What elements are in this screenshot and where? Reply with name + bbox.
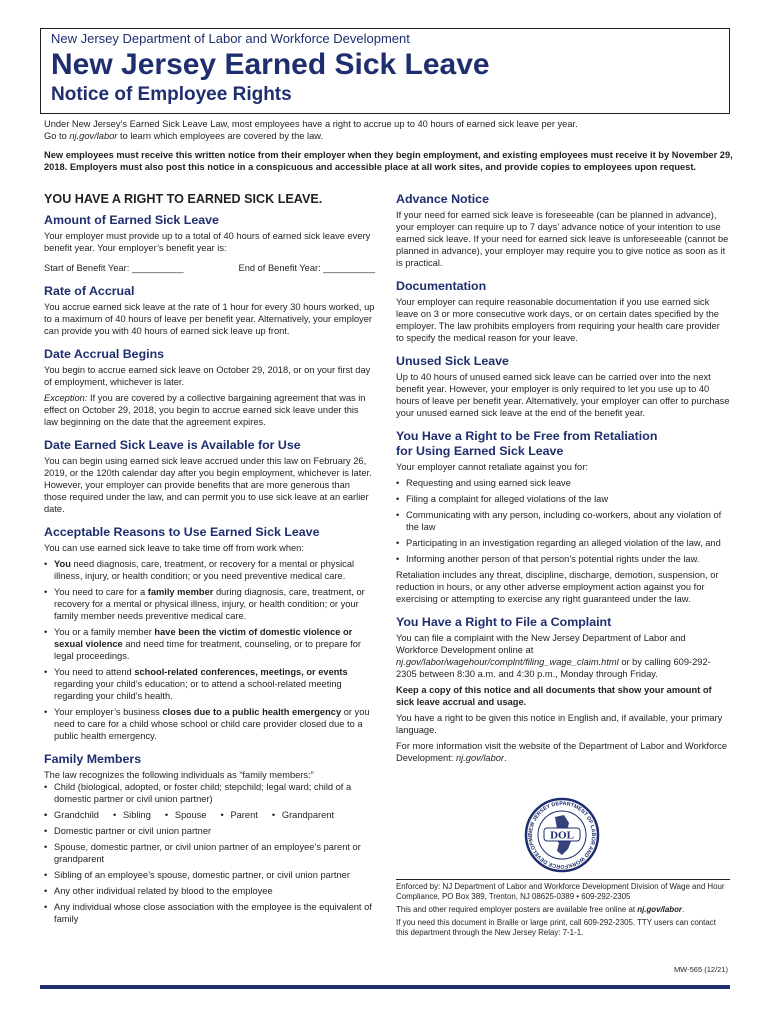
date-begins-heading: Date Accrual Begins: [44, 347, 165, 361]
unused-heading: Unused Sick Leave: [396, 354, 509, 368]
main-heading: YOU HAVE A RIGHT TO EARNED SICK LEAVE.: [44, 192, 323, 206]
list-item: [44, 586, 375, 622]
family-heading: Family Members: [44, 752, 142, 766]
retaliation-heading-line-2: for Using Earned Sick Leave: [396, 444, 564, 458]
benefit-year-start: Start of Benefit Year: __________: [44, 263, 184, 273]
seal-text: DOL: [550, 829, 574, 842]
list-item: [44, 558, 375, 582]
reason-5-bold: closes due to a public health emergency: [162, 707, 342, 717]
advance-heading: Advance Notice: [396, 192, 489, 206]
section-amount: [44, 213, 375, 274]
rate-text: You accrue earned sick leave at the rate of 1 hour for every 30 hours worked, up to a maximum of 40 hours of leave per benefit year. Alternatively, your employer can provide you with 40 hours of earned sick leave up front.: [44, 302, 375, 336]
list-item: • Child (biological, adopted, or foster child; stepchild; legal ward; child of a domestic partner or civil union partner): [44, 781, 375, 805]
more-info-text: [396, 740, 730, 764]
section-complaint: [396, 615, 730, 764]
available-heading: Date Earned Sick Leave is Available for Use: [44, 438, 301, 452]
list-item: • Any other individual related by blood to the employee: [44, 885, 375, 897]
family-list: [44, 781, 375, 925]
amount-text: Your employer must provide up to a total of 40 hours of earned sick leave every benefit year. Your employer’s benefit year is:: [44, 231, 371, 253]
retaliation-intro: Your employer cannot retaliate against you for:: [396, 462, 588, 472]
advance-text: If your need for earned sick leave is foreseeable (can be planned in advance), your employer can require up to 7 days’ advance notice of your intention to use earned sick leave. If your need for earned sick leave is unforeseeable (cannot be planned in advance), your employer may require you to give notice as soon as it is practical.: [396, 210, 729, 268]
left-column: [44, 192, 375, 935]
reason-3-pre: You or a family member: [54, 627, 155, 637]
exception-text: [44, 392, 375, 428]
family-spouse: • Spouse: [165, 809, 207, 821]
list-item: [44, 626, 375, 662]
retaliation-heading: [396, 429, 730, 459]
section-reasons: [44, 525, 375, 742]
bottom-rule: [40, 985, 730, 989]
intro-line-2: [44, 130, 734, 142]
department-name: New Jersey Department of Labor and Workforce Development: [51, 31, 410, 46]
right-column: [396, 192, 730, 774]
list-item: • Spouse, domestic partner, or civil union partner of an employee’s parent or grandparent: [44, 841, 375, 865]
wage-claim-link[interactable]: nj.gov/labor/wagehour/complnt/filing_wage_claim.html: [396, 657, 619, 667]
keep-copy-text: Keep a copy of this notice and all documents that show your amount of sick leave accrual and usage.: [396, 685, 712, 707]
list-item: • Communicating with any person, including co-workers, about any violation of the law: [396, 509, 730, 533]
posters-post: .: [681, 905, 685, 914]
list-item: • Requesting and using earned sick leave: [396, 477, 730, 489]
posters-pre: This and other required employer posters are available free online at: [396, 905, 638, 914]
section-date-begins: [44, 347, 375, 428]
reason-2-pre: You need to care for a: [54, 587, 148, 597]
documentation-heading: Documentation: [396, 279, 487, 293]
reason-3-bold: have been the victim of domestic violence or sexual violence: [54, 627, 353, 649]
list-item: • Informing another person of that person’s potential rights under the law.: [396, 553, 730, 565]
enforced-by-text: Enforced by: NJ Department of Labor and Workforce Development Division of Wage and Hour Compliance, PO Box 389, Trenton, NJ 08625-0389 • 609-292-2305: [396, 882, 725, 901]
reason-4-pre: You need to attend: [54, 667, 135, 677]
dol-seal-logo: [524, 795, 600, 875]
exception-label: Exception:: [44, 393, 88, 403]
benefit-year-end: End of Benefit Year: __________: [238, 263, 375, 273]
reason-3-text: and need time for treatment, counseling, or to prepare for legal proceedings.: [54, 639, 361, 661]
reasons-intro: You can use earned sick leave to take time off from work when:: [44, 543, 304, 553]
seal-ring-text: NEW JERSEY DEPARTMENT OF LABOR AND WORKFORCE DEVELOPME: [527, 800, 597, 870]
more-info-link[interactable]: nj.gov/labor: [455, 753, 505, 763]
page-title: New Jersey Earned Sick Leave: [51, 48, 490, 81]
list-item: [44, 809, 375, 821]
posters-text: [396, 905, 730, 915]
complaint-text: [396, 632, 730, 680]
family-parent: • Parent: [220, 809, 257, 821]
family-sibling: • Sibling: [113, 809, 151, 821]
reason-2-text: during diagnosis, care, treatment, or recovery for a mental or physical illness, injury, or health condition; or your family member needs preventive medical care.: [54, 587, 365, 621]
unused-text: Up to 40 hours of unused earned sick leave can be carried over into the next benefit year. However, your employer is only required to let you use up to 40 hours of leave per benefit year. Alternatively, your employer can offer to purchase your unused earned sick leave at the end of the benefit year.: [396, 372, 730, 418]
posting-notice: [44, 149, 734, 173]
section-rate: [44, 284, 375, 337]
reason-5-text: or you need to care for a child whose school or child care provider closed due to a public health emergency.: [54, 707, 370, 741]
family-grandchild: • • Grandchild: [44, 809, 99, 821]
list-item: • Participating in an investigation regarding an alleged violation of the law, and: [396, 537, 730, 549]
form-number: MW-565 (12/21): [673, 965, 728, 974]
complaint-text-post: or by calling 609-292-2305 between 8:30 a.m. and 4:30 p.m., Monday through Friday.: [396, 657, 711, 679]
complaint-text-pre: You can file a complaint with the New Jersey Department of Labor and Workforce Development online at: [396, 633, 686, 655]
benefit-year-row: [44, 262, 375, 274]
available-text: You can begin using earned sick leave accrued under this law on February 26, 2019, or the 120th calendar day after you begin employment, whichever is later. However, your employer can provide benefits that are more generous than those required under the law, and can permit you to use sick leave at an earlier date.: [44, 456, 372, 514]
footer: [396, 879, 730, 941]
braille-text: If you need this document in Braille or large print, call 609-292-2305. TTY users can contact this department through the New Jersey Relay: 7-1-1.: [396, 918, 716, 937]
more-info-post: .: [504, 753, 507, 763]
complaint-heading: You Have a Right to File a Complaint: [396, 615, 612, 629]
section-family: [44, 752, 375, 925]
posters-link[interactable]: nj.gov/labor: [637, 905, 682, 914]
family-intro: The law recognizes the following individuals as “family members:”: [44, 770, 314, 780]
documentation-text: Your employer can require reasonable documentation if you use earned sick leave on 3 or more consecutive work days, or on certain dates specified by the employer. The law prohibits employers from requiring your health care provider to specify the medical reason for your leave.: [396, 297, 720, 343]
retaliation-list: [396, 477, 730, 565]
list-item: [44, 666, 375, 702]
family-inline-list: [44, 809, 375, 821]
reason-5-pre: Your employer’s business: [54, 707, 163, 717]
rate-heading: Rate of Accrual: [44, 284, 135, 298]
amount-heading: Amount of Earned Sick Leave: [44, 213, 219, 227]
reason-1-text: need diagnosis, care, treatment, or recovery for a mental or physical illness, injury, or health condition; or you need preventive medical care.: [54, 559, 355, 581]
list-item: • Domestic partner or civil union partner: [44, 825, 375, 837]
reason-4-bold: school-related conferences, meetings, or events: [134, 667, 348, 677]
english-text: You have a right to be given this notice in English and, if available, your primary language.: [396, 713, 723, 735]
reason-1-bold: You: [54, 559, 71, 569]
section-available: [44, 438, 375, 515]
section-advance: [396, 192, 730, 269]
intro-text: [44, 118, 734, 142]
date-begins-text: You begin to accrue earned sick leave on October 29, 2018, or on your first day of employment, whichever is later.: [44, 365, 371, 387]
exception-body: If you are covered by a collective bargaining agreement that was in effect on October 29, 2018, you begin to accrue earned sick leave under this law beginning on the date that the agreement expires.: [44, 393, 366, 427]
section-unused: [396, 354, 730, 419]
reason-4-text: regarding your child’s education; or to attend a school-related meeting regarding your child’s health.: [54, 679, 342, 701]
list-item: [44, 706, 375, 742]
family-grandparent: • Grandparent: [272, 809, 334, 821]
list-item: • Filing a complaint for alleged violations of the law: [396, 493, 730, 505]
posting-notice-text: New employees must receive this written notice from their employer when they begin employment, and existing employees must receive it by November 29, 2018. Employers must also post this notice in a conspicuous and accessible place at all work sites, and provide copies to employees upon request.: [44, 150, 733, 172]
reason-2-bold: family member: [147, 587, 214, 597]
retaliation-definition: Retaliation includes any threat, discipline, discharge, demotion, suspension, or reduction in hours, or any other adverse employment action against you for exercising or attempting to exercise any right guaranteed under the law.: [396, 570, 719, 604]
section-retaliation: [396, 429, 730, 605]
nj-gov-labor-link[interactable]: nj.gov/labor: [69, 131, 118, 141]
page-subtitle: Notice of Employee Rights: [51, 84, 292, 105]
intro-line-2-post: to learn which employees are covered by the law.: [117, 131, 324, 141]
header-box: [40, 28, 730, 114]
intro-line-2-pre: Go to: [44, 131, 70, 141]
more-info-pre: For more information visit the website of the Department of Labor and Workforce Development:: [396, 741, 728, 763]
list-item: • Sibling of an employee’s spouse, domestic partner, or civil union partner: [44, 869, 375, 881]
reasons-heading: Acceptable Reasons to Use Earned Sick Leave: [44, 525, 320, 539]
list-item: • Any individual whose close association with the employee is the equivalent of family: [44, 901, 375, 925]
retaliation-heading-line-1: You Have a Right to be Free from Retaliation: [396, 429, 658, 443]
intro-line-1: Under New Jersey’s Earned Sick Leave Law, most employees have a right to accrue up to 40 hours of earned sick leave per year.: [44, 119, 578, 129]
section-documentation: [396, 279, 730, 344]
reasons-list: [44, 558, 375, 742]
